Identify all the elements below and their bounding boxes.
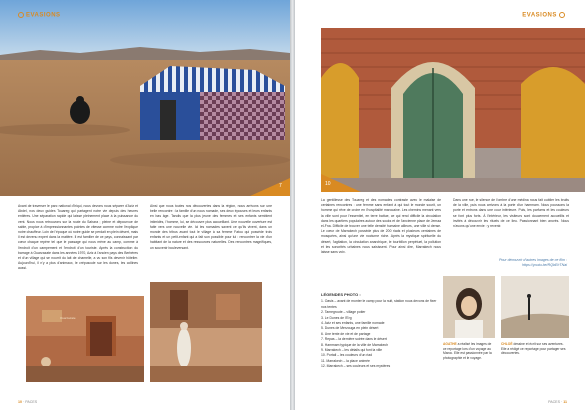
village-photo-caption: Ouarzazate [60,316,76,320]
legend-item: 1. Oasis – avant de monter le camp pour la nuit, station nous devons de fixer nos tentes [321,299,437,309]
brand-label-right: EVASIONS [522,12,557,19]
agathe-bio [443,342,495,360]
legend-item: 7. Repas – la dernière soirée dans le désert [321,337,387,342]
left-footer-label: PACES [25,400,38,404]
agathe-name: AGATHE [443,342,457,346]
legend-item: 9. Marrakech – les détails qui font la ville [321,348,383,353]
right-page [295,0,585,410]
moroccan-door-photo [321,28,585,192]
legend-item: 4. Aziz et ses enfants, une famille nomade [321,321,385,326]
right-column-1-text: La gentillesse des Touareg et des nomades contraste avec le malaise de certaines rencontres : une femme sans enfant à qui tout le monde sourit, un homme qui rêve de croire en l'hospitalité marocaine. Les chemins menant vers la ville sont pour l'essentiel, en terre battue, ce qui rend difficile la circulation dans les quartiers populaires autour des souks et de l'ancienne place de Jemaa el-Fna. Difficile de trouver une telle densité humaine ailleurs, une ville si dense. Le cœur de Marrakech possède plus de 200 riads et plusieurs centaines de mosquées, ainsi qu'une vie nocturne riche. Après la mystique spirituelle du désert, l'agitation, la circulation anarchique, le tourbillon perpétuel, la pollution et les sonorités urbaines nous saisissent. Pour ainsi dire, Marrakech nous laisse sans voix. [321,198,441,255]
legend-item: 8. Hammam typique de la ville de Marrakech [321,342,389,347]
hero-right-tag-number: 10 [325,181,331,187]
robed-man-photo [150,282,262,382]
right-footer-label: PACES [548,400,560,404]
hero-tag-number: 7 [279,183,282,189]
hero-corner-tag [250,178,290,196]
desert-tent-photo [0,0,290,196]
left-page-number: 10 [18,400,22,404]
legend-item: 6. Une tente de vie et de partage [321,331,371,336]
right-column-2 [453,198,569,256]
left-column-1 [18,204,138,296]
right-column-2-text: Dans une rue, le silence de l'ombre d'une médina nous fait oublier les bruits de la ville, puis nous arrivons à la porte d'un hammam. Nous poussons la porte et entrons dans une cour intérieure. Puis, les parfums et les couleurs se font plus forts. À l'intérieur, les visiteurs sont doucement accueillis et invités à découvrir les rituels de ce lieu. Passionnant bien ancrés. Nous n'avons qu'une envie : y revenir. [453,198,569,229]
magazine-brand-right [522,12,567,19]
legend-item: 10. Portail – les couleurs d'un riad [321,353,372,358]
village-doorway-photo [26,296,144,382]
agathe-portrait [443,276,495,338]
chloe-photo [501,276,569,338]
brand-icon-right [559,12,565,18]
left-footer: 10 · PACES [18,400,38,404]
chloe-bio [501,342,569,356]
right-page-number: 11 [563,400,567,404]
magazine-brand [18,12,61,19]
brand-icon [18,12,24,18]
legend-item: 2. Tamegroute – village potier [321,310,366,315]
left-column-2 [150,204,272,274]
legend-title: LÉGENDES PHOTO : [321,292,361,297]
left-column-2-text: Ainsi que nous toutes nos découvertes dans la région, nous arrivons sur une belle rencontre : la famille d'un nous nomade, ses deux épouses et leurs enfants en bas âge. Tandis que la plus jeune des femmes et ses enfants semblent intimidés, l'homme, lui, se découvre plus accueillant. Une nouvelle ouverture est faite vers une nouvelle vie. Ici les nomades savent ce qu'ils vivent, dans un monde des tribus avant tout le village à sa femme Fatou qui possède trois enfants et un petit-enfant qui a fait son possible pour lui : rencontrer la vie d'un habitant de la nature et des ressources naturelles. Des rencontres magnifiques, un souvenir bouleversant. [150,204,272,250]
right-footer: PACES · 11 [548,400,567,404]
photo-legend [321,292,437,370]
video-link-quote: Pour découvrir d'autres images de ce film : https://youtu.be/RQbEhTNai [499,258,567,267]
legend-item: 5. Dunes de Merzouga en plein désert [321,326,379,331]
legend-item: 3. Le Dunes de l'Erg [321,315,352,320]
right-column-1 [321,198,441,286]
left-column-1-text: Avant de traverser le parc national d'Iriqui, nous devons nous séparer d'Aziz et Abdel, nos deux guides Touareg qui partagent notre vie depuis des heures entières. Une séparation rapide qui laisse pleinement place à la puissance du vent. Nous nous retrouvons sur la route du Sahara ; pleine et dépourvue de sable, propice à d'impressionnantes pointes de vitesse comme notre l'explique notre chauffeur. Loin de l'époque où notre guide se perdait en plein désert, mais il est devenu expert dans la matière. Il est familier de ce pays, connaissant par cœur chaque repère tel que le passage qui nous mène au camp, comme à l'endroit d'un campement et l'endroit d'un touriste. Après la construction du barrage à Ouarzazate dans les années 1970, Aziz à l'ancien pays des Berbères et d'un village qui se nourrit du lait de chamelle, a vu son fils devenir hôtelier. Aujourd'hui, il n'y a plus d'animaux, le crépuscule sur les dunes, les collines aussi. [18,204,138,271]
agathe-bio-text: a réalisé les images de ce reportage lors d'un voyage au Maroc. Elle est passionnée par la photographie et le voyage. [443,342,492,360]
chloe-bio-text: dessine et écrit sur ses aventures. Elle a rédigé ce reportage pour partager ses découvertes. [501,342,566,356]
legend-item: 11. Marrakech – la place animée [321,358,370,363]
left-page [0,0,290,410]
chloe-name: CHLOÉ [501,342,513,346]
brand-label: EVASIONS [26,12,61,19]
legend-item: 12. Marrakech – ses couleurs et ses mystères [321,364,391,369]
